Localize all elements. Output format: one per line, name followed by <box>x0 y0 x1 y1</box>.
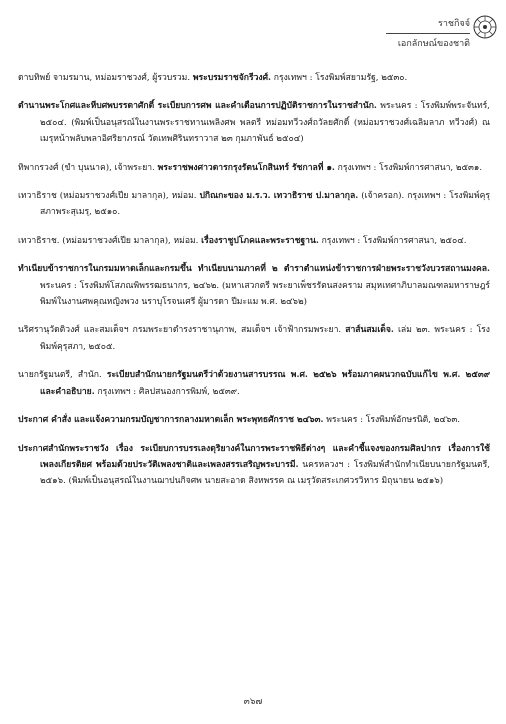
entry-publication: กรุงเทพฯ : โรงพิมพ์การศาสนา, ๒๕๓๑. <box>334 162 483 173</box>
entry-publication: (เจ้าครอก). กรุงเทพฯ : โรงพิมพ์คุรุสภาพระสุเมรุ, ๒๕๑๐. <box>40 191 490 218</box>
entry-author: เทวาธิราช (หม่อมราชวงศ์เปีย มาลากุล), หม่อม. <box>18 191 200 202</box>
entry-author: เทวาธิราช. (หม่อมราชวงศ์เปีย มาลากุล), หม่อม. <box>18 235 202 246</box>
entry-publication: พระนคร : โรงพิมพ์โสภณพิพรรฒธนากร, ๒๔๖๒. (มหาเสวกตรี พระยาเพ็ชรรัตนสงคราม สมุหเทศาภิบาลมณฑลมหาราษฎร์ พิมพ์ในงานศพคุณหญิงพวง นราบุโรจนเศรี ผู้มารดา ปีมะแม พ.ศ. ๒๔๖๒) <box>40 280 490 308</box>
bibliography-list <box>18 70 490 502</box>
entry-title: ปกิณกะของ ม.ร.ว. เทวาธิราช ป.มาลากุล. <box>199 191 359 202</box>
entry-publication: พระนคร : โรงพิมพ์พระจันทร์, ๒๕๐๔. (พิมพ์เป็นอนุสรณ์ในงานพระราชทานเพลิงศพ พลตรี หม่อมทวีวงศ์ถวัลยศักดิ์ (หม่อมราชวงศ์เฉลิมลาภ ทวีวงศ์) ณ เมรุหน้าพลับพลาอิศริยาภรณ์ วัดเทพศิรินทราวาส ๒๓ กุมภาพันธ์ ๒๕๐๔) <box>40 101 490 145</box>
bibliography-entry <box>18 70 490 86</box>
entry-title: พระบรมราชจักรีวงศ์. <box>192 73 272 83</box>
entry-title: ประกาศสำนักพระราชวัง เรื่อง ระเบียบการบรรเลงดุริยางค์ในการพระราชพิธีต่างๆ และคำชี้แจงของกรมศิลปากร เรื่องการใช้เพลงเกียรติยศ พร้อมด้วยประวัติเพลงชาติและเพลงสรรเสริญพระบารมี. <box>18 443 490 470</box>
header-title: ราชกิจจ์ <box>438 19 470 29</box>
entry-author: นริศรานุวัดติวงศ์ และสมเด็จฯ กรมพระยาดำรงราชานุภาพ, สมเด็จฯ เจ้าฟ้ากรมพระยา. <box>18 325 346 336</box>
page-header <box>370 8 500 60</box>
entry-author: นายกรัฐมนตรี, สำนัก. <box>18 370 107 381</box>
bibliography-entry <box>18 412 490 428</box>
entry-title: ตำนานพระโกศและหีบศพบรรดาศักดิ์ ระเบียบการศพ และคำเตือนการปฏิบัติราชการในราชสำนัก. <box>18 101 377 112</box>
header-rule <box>386 33 470 34</box>
entry-publication: พระนคร : โรงพิมพ์อักษรนิติ, ๒๔๖๓. <box>323 415 460 426</box>
entry-title: พระราชพงศาวดารกรุงรัตนโกสินทร์ รัชกาลที่ ๑. <box>157 162 335 173</box>
emblem-icon <box>472 14 498 40</box>
bibliography-entry <box>18 188 490 221</box>
header-subtitle: เอกลักษณ์ของชาติ <box>397 39 470 49</box>
bibliography-entry <box>18 322 490 355</box>
entry-title: ทำเนียบข้าราชการในกรมมหาดเล็กและกรมขึ้น ทำเนียบนามภาคที่ ๒ ตำราตำแหน่งข้าราชการฝ่ายพระราชวังบวรสถานมงคล. <box>18 264 490 275</box>
page-number: ๓๖๗ <box>243 697 263 707</box>
entry-publication: กรุงเทพฯ : โรงพิมพ์สยามรัฐ, ๒๕๓๐. <box>271 73 408 83</box>
entry-publication: กรุงเทพฯ : โรงพิมพ์การศาสนา, ๒๕๐๔. <box>318 235 467 246</box>
entry-publication: เล่ม ๒๓. พระนคร : โรงพิมพ์คุรุสภา, ๒๕๐๕. <box>40 325 490 352</box>
entry-title: ประกาศ คำสั่ง และแจ้งความกรมบัญชาการกลางมหาดเล็ก พระพุทธศักราช ๒๔๖๓. <box>18 415 324 426</box>
bibliography-entry <box>18 367 490 400</box>
bibliography-entry <box>18 160 490 176</box>
entry-publication: กรุงเทพฯ : ศิลปสนองการพิมพ์, ๒๕๓๙. <box>94 386 240 397</box>
entry-author: ดาบทิพย์ จามรมาน, หม่อมราชวงศ์, ผู้รวบรวม. <box>18 73 193 83</box>
bibliography-entry <box>18 441 490 490</box>
bibliography-entry <box>18 233 490 249</box>
entry-title: เรื่องราชูปโภคและพระราชฐาน. <box>201 235 319 246</box>
entry-author: ทิพากรวงศ์ (ขำ บุนนาค), เจ้าพระยา. <box>18 162 158 173</box>
entry-title: ระเบียบสำนักนายกรัฐมนตรีว่าด้วยงานสารบรรณ พ.ศ. ๒๕๒๖ พร้อมภาคผนวกฉบับแก้ไข พ.ศ. ๒๕๓๙ และคำอธิบาย. <box>40 370 491 397</box>
bibliography-entry <box>18 98 490 147</box>
bibliography-entry <box>18 261 490 310</box>
entry-title: สาส์นสมเด็จ. <box>345 325 394 336</box>
entry-publication: นครหลวงฯ : โรงพิมพ์สำนักทำเนียบนายกรัฐมนตรี, ๒๕๑๖. (พิมพ์เป็นอนุสรณ์ในงานฌาปนกิจศพ นายสะอาด สิงหพรรค ณ เมรุวัดสระเกศวรวิหาร มิถุนายน ๒๕๑๖) <box>40 459 490 487</box>
